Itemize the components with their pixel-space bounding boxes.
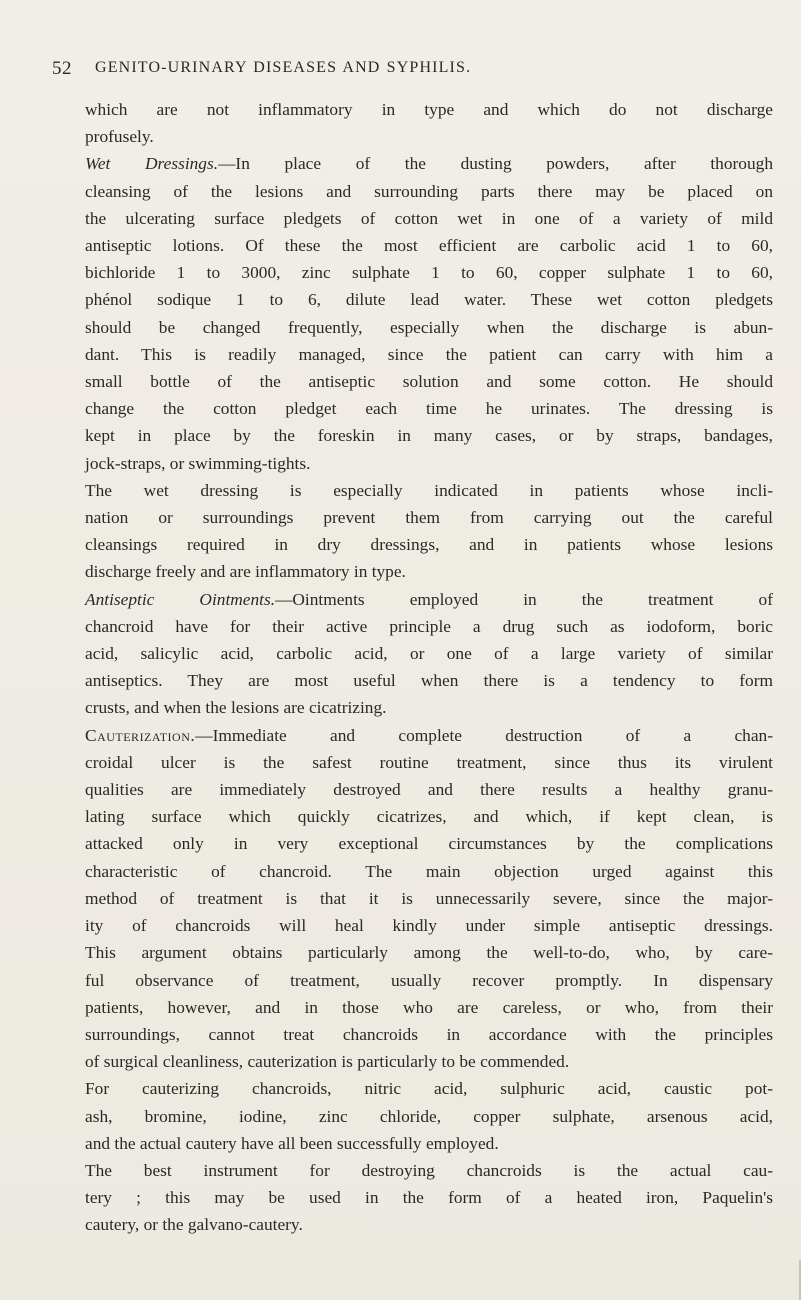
- running-head: GENITO-URINARY DISEASES AND SYPHILIS.: [95, 59, 472, 76]
- text-line: surroundings, cannot treat chancroids in accordance with the principles: [85, 1024, 773, 1044]
- text-line: profusely.: [85, 127, 154, 147]
- text-line: dant. This is readily managed, since the patient can carry with him a: [85, 344, 773, 364]
- text-line: patients, however, and in those who are careless, or who, from their: [85, 997, 773, 1017]
- section-heading: Antiseptic Ointments.: [85, 589, 276, 609]
- section-heading: Wet Dressings.: [85, 154, 219, 174]
- text-line: croidal ulcer is the safest routine treatment, since thus its virulent: [85, 752, 773, 772]
- text-line: For cauterizing chancroids, nitric acid, sulphuric acid, caustic pot-: [85, 1079, 773, 1099]
- text-line: characteristic of chancroid. The main objection urged against this: [85, 861, 773, 881]
- text-line: ity of chancroids will heal kindly under simple antiseptic dressings.: [85, 916, 773, 936]
- text-line: [85, 722, 773, 749]
- text-line: method of treatment is that it is unnecessarily severe, since the major-: [85, 888, 773, 908]
- text-line: cautery, or the galvano-cautery.: [85, 1215, 303, 1235]
- text-fragment: —Immediate and complete destruction of a chan-: [195, 725, 773, 745]
- section-heading: Cauterization.: [85, 725, 196, 745]
- page-number: 52: [52, 58, 72, 79]
- text-line: small bottle of the antiseptic solution and some cotton. He should: [85, 372, 773, 392]
- text-line: kept in place by the foreskin in many cases, or by straps, bandages,: [85, 426, 773, 446]
- text-line: antiseptics. They are most useful when there is a tendency to form: [85, 671, 773, 691]
- page-header: [52, 58, 772, 84]
- text-line: [85, 150, 773, 177]
- text-line: antiseptic lotions. Of these the most efficient are carbolic acid 1 to 60,: [85, 236, 773, 256]
- text-line: chancroid have for their active principle a drug such as iodoform, boric: [85, 616, 773, 636]
- text-line: tery ; this may be used in the form of a heated iron, Paquelin's: [85, 1188, 773, 1208]
- text-line: nation or surroundings prevent them from carrying out the careful: [85, 508, 773, 528]
- text-line: crusts, and when the lesions are cicatrizing.: [85, 698, 387, 718]
- text-line: The wet dressing is especially indicated in patients whose incli-: [85, 480, 773, 500]
- text-line: the ulcerating surface pledgets of cotton wet in one of a variety of mild: [85, 208, 773, 228]
- text-fragment: —In place of the dusting powders, after thorough: [218, 154, 773, 174]
- text-line: should be changed frequently, especially when the discharge is abun-: [85, 317, 773, 337]
- text-line: of surgical cleanliness, cauterization is particularly to be commended.: [85, 1052, 570, 1072]
- text-line: cleansing of the lesions and surrounding parts there may be placed on: [85, 181, 773, 201]
- text-line: ash, bromine, iodine, zinc chloride, copper sulphate, arsenous acid,: [85, 1106, 773, 1126]
- text-line: and the actual cautery have all been successfully employed.: [85, 1133, 499, 1153]
- text-line: discharge freely and are inflammatory in type.: [85, 562, 406, 582]
- text-line: acid, salicylic acid, carbolic acid, or one of a large variety of similar: [85, 644, 773, 664]
- text-line: jock-straps, or swimming-tights.: [85, 453, 311, 473]
- text-line: change the cotton pledget each time he urinates. The dressing is: [85, 399, 773, 419]
- text-line: bichloride 1 to 3000, zinc sulphate 1 to 60, copper sulphate 1 to 60,: [85, 263, 773, 283]
- text-line: which are not inflammatory in type and which do not discharge: [85, 100, 773, 119]
- body-text: [85, 96, 773, 1239]
- text-fragment: —Ointments employed in the treatment of: [275, 589, 774, 609]
- text-line: [85, 586, 773, 613]
- text-line: attacked only in very exceptional circumstances by the complications: [85, 834, 773, 854]
- text-line: ful observance of treatment, usually recover promptly. In dispensary: [85, 970, 773, 990]
- text-line: This argument obtains particularly among the well-to-do, who, by care-: [85, 943, 773, 963]
- text-line: cleansings required in dry dressings, and in patients whose lesions: [85, 535, 773, 555]
- text-line: phénol sodique 1 to 6, dilute lead water. These wet cotton pledgets: [85, 290, 773, 310]
- text-line: qualities are immediately destroyed and there results a healthy granu-: [85, 780, 773, 800]
- text-line: The best instrument for destroying chancroids is the actual cau-: [85, 1160, 773, 1180]
- text-line: lating surface which quickly cicatrizes, and which, if kept clean, is: [85, 807, 773, 827]
